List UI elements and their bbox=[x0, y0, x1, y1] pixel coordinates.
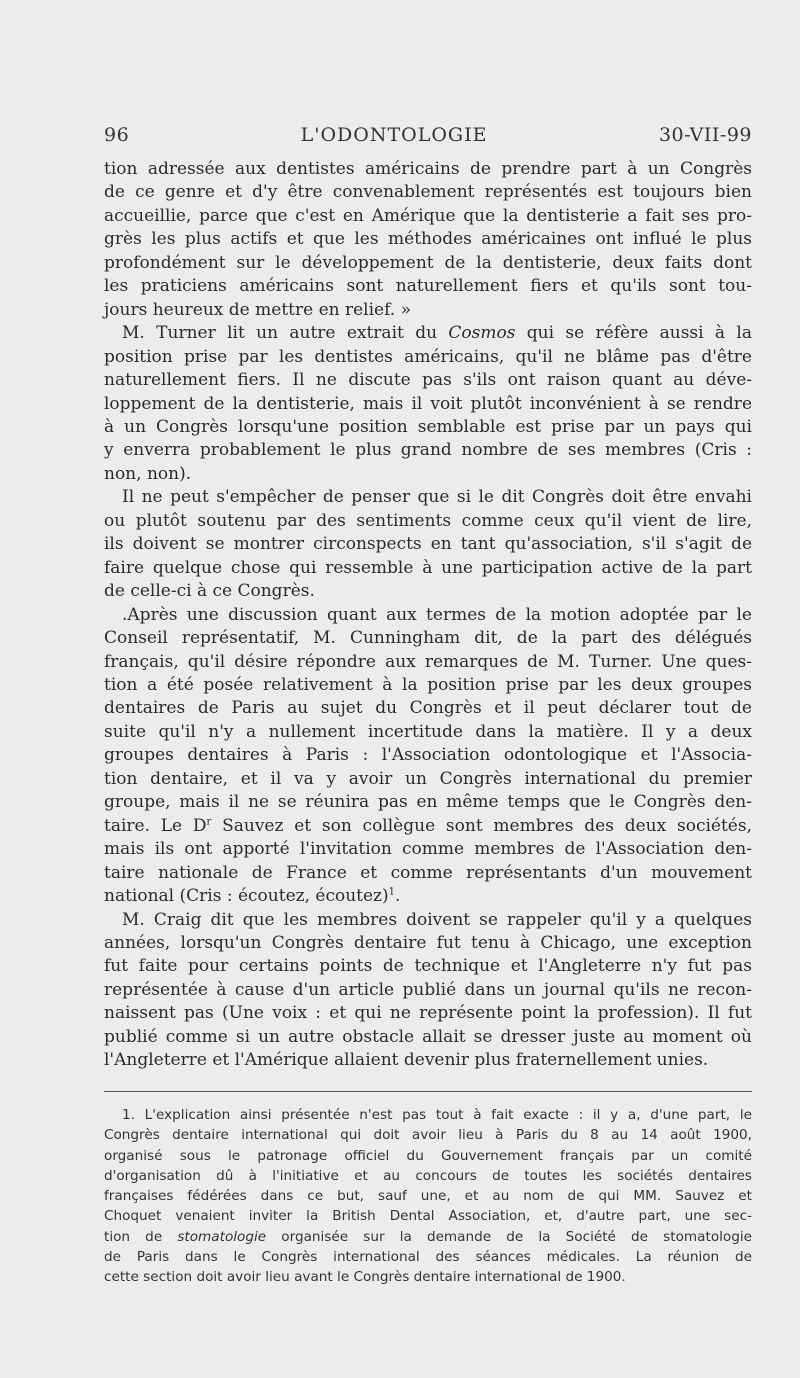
text-line: .Après une discussion quant aux termes de la motion adoptée par le bbox=[122, 604, 752, 625]
text-line: mais ils ont apporté l'invitation comme membres de l'Association den- bbox=[104, 839, 752, 860]
journal-title: L'ODONTOLOGIE bbox=[300, 124, 488, 146]
footnote bbox=[104, 1105, 752, 1288]
text-line: de ce genre et d'y être convenablement représentés est toujours bien bbox=[104, 182, 752, 203]
main-text bbox=[104, 158, 752, 1073]
text-line: ou plutôt soutenu par des sentiments comme ceux qu'il vient de lire, bbox=[104, 510, 752, 531]
text-segment: Sauvez et son collègue sont membres des deux sociétés, bbox=[211, 815, 752, 836]
text-line: à un Congrès lorsqu'une position semblable est prise par un pays qui bbox=[104, 416, 752, 437]
text-line: groupe, mais il ne se réunira pas en même temps que le Congrès den- bbox=[104, 792, 752, 813]
text-line: Il ne peut s'empêcher de penser que si le dit Congrès doit être envahi bbox=[122, 487, 752, 508]
text-line: profondément sur le développement de la dentisterie, deux faits dont bbox=[104, 252, 752, 273]
text-line: naturellement fiers. Il ne discute pas s'ils ont raison quant au déve- bbox=[104, 370, 752, 391]
text-line: de celle-ci à ce Congrès. bbox=[104, 581, 315, 602]
text-line: les praticiens américains sont naturellement fiers et qu'ils sont tou- bbox=[104, 276, 752, 297]
text-line: non, non). bbox=[104, 463, 192, 484]
text-line: faire quelque chose qui ressemble à une participation active de la part bbox=[104, 557, 752, 578]
text-line: taire nationale de France et comme représentants d'un mouvement bbox=[104, 862, 752, 883]
footnote-marker: 1 bbox=[388, 886, 396, 898]
superscript: r bbox=[206, 816, 212, 828]
text-line-cosmos bbox=[104, 322, 752, 345]
page-number: 96 bbox=[104, 124, 130, 146]
footnote-line: 1. L'explication ainsi présentée n'est pas tout à fait exacte : il y a, d'une part, le bbox=[122, 1107, 752, 1123]
italic-term: stomatologie bbox=[177, 1228, 267, 1245]
text-segment: . bbox=[395, 886, 401, 907]
italic-title: Cosmos bbox=[448, 323, 516, 344]
text-line: loppement de la dentisterie, mais il voit plutôt inconvénient à se rendre bbox=[104, 393, 752, 414]
text-line: années, lorsqu'un Congrès dentaire fut tenu à Chicago, une exception bbox=[104, 932, 752, 953]
text-segment: M. Turner lit un autre extrait du bbox=[122, 323, 449, 344]
text-line: tion dentaire, et il va y avoir un Congrès international du premier bbox=[104, 768, 752, 789]
text-line: Conseil représentatif, M. Cunningham dit, de la part des délégués bbox=[104, 628, 752, 649]
issue-date: 30-VII-99 bbox=[658, 124, 752, 146]
text-segment: qui se réfère aussi à la bbox=[515, 323, 752, 344]
text-line: groupes dentaires à Paris : l'Association odontologique et l'Associa- bbox=[104, 745, 752, 766]
text-line: M. Craig dit que les membres doivent se rappeler qu'il y a quelques bbox=[122, 909, 752, 930]
footnote-line: cette section doit avoir lieu avant le Congrès dentaire international de 1900. bbox=[104, 1269, 626, 1286]
text-line: fut faite pour certains points de technique et l'Angleterre n'y fut pas bbox=[104, 956, 752, 977]
text-line: français, qu'il désire répondre aux remarques de M. Turner. Une ques- bbox=[104, 651, 752, 672]
text-line: naissent pas (Une voix : et qui ne représente point la profession). Il fut bbox=[104, 1003, 752, 1024]
text-line: position prise par les dentistes américains, qu'il ne blâme pas d'être bbox=[104, 346, 752, 367]
text-line: l'Angleterre et l'Amérique allaient devenir plus fraternellement unies. bbox=[104, 1050, 709, 1071]
text-segment: tion de bbox=[104, 1228, 178, 1245]
text-line-footnote-ref bbox=[104, 885, 752, 908]
text-line: tion a été posée relativement à la position prise par les deux groupes bbox=[104, 674, 752, 695]
footnote-divider bbox=[104, 1091, 752, 1092]
text-line: tion adressée aux dentistes américains de prendre part à un Congrès bbox=[104, 159, 752, 179]
text-segment: organisée sur la demande de la Société de stomatologie bbox=[266, 1228, 752, 1245]
running-header bbox=[104, 124, 752, 146]
footnote-line-stomatologie bbox=[104, 1227, 752, 1247]
text-line: suite qu'il n'y a nullement incertitude dans la matière. Il y a deux bbox=[104, 721, 752, 742]
text-segment: taire. Le D bbox=[104, 815, 207, 836]
text-line: accueillie, parce que c'est en Amérique que la dentisterie a fait ses pro- bbox=[104, 205, 752, 226]
text-line: publié comme si un autre obstacle allait se dresser juste au moment où bbox=[104, 1026, 752, 1047]
text-line: grès les plus actifs et que les méthodes américaines ont influé le plus bbox=[104, 229, 752, 250]
footnote-line: d'organisation dû à l'initiative et au concours de toutes les sociétés dentaires bbox=[104, 1167, 752, 1184]
footnote-line: Congrès dentaire international qui doit avoir lieu à Paris du 8 au 14 août 1900, bbox=[104, 1127, 752, 1144]
text-line: ils doivent se montrer circonspects en tant qu'association, s'il s'agit de bbox=[104, 534, 752, 555]
text-line-doctor bbox=[104, 815, 752, 838]
text-line: représentée à cause d'un article publié dans un journal qu'ils ne recon- bbox=[104, 979, 752, 1000]
footnote-line: de Paris dans le Congrès international des séances médicales. La réunion de bbox=[104, 1249, 752, 1266]
text-line: y enverra probablement le plus grand nombre de ses membres (Cris : bbox=[104, 440, 752, 461]
text-segment: national (Cris : écoutez, écoutez) bbox=[104, 886, 389, 907]
text-line: jours heureux de mettre en relief. » bbox=[104, 299, 412, 320]
footnote-line: Choquet venaient inviter la British Dental Association, et, d'autre part, une sec- bbox=[104, 1208, 752, 1225]
text-line: dentaires de Paris au sujet du Congrès et il peut déclarer tout de bbox=[104, 698, 752, 719]
footnote-line: françaises fédérées dans ce but, sauf une, et au nom de qui MM. Sauvez et bbox=[104, 1188, 752, 1205]
footnote-line: organisé sous le patronage officiel du Gouvernement français par un comité bbox=[104, 1147, 752, 1164]
